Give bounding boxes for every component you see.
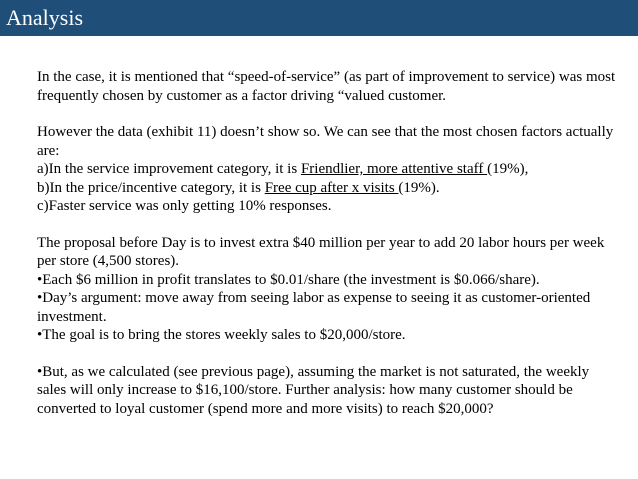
- paragraph-case-statement: In the case, it is mentioned that “speed-of-service” (as part of improvement to service) was most frequently chosen by customer as a factor driving “valued customer.: [37, 69, 616, 104]
- line-a-prefix: a)In the service improvement category, it is: [37, 161, 301, 177]
- paragraph-data-analysis: However the data (exhibit 11) doesn’t show so. We can see that the most chosen factors actually are:: [37, 124, 614, 159]
- bullet-profit-per-share: •Each $6 million in profit translates to $0.01/share (the investment is $0.066/share).: [37, 271, 540, 288]
- paragraph-proposal: The proposal before Day is to invest extra $40 million per year to add 20 labor hours per week per store (4,500 stores).: [37, 234, 605, 269]
- slide-title-bar: [0, 0, 638, 36]
- line-faster-service: c)Faster service was only getting 10% responses.: [37, 198, 332, 214]
- paragraph-spacer: [37, 216, 617, 234]
- bullet-goal: •The goal is to bring the stores weekly sales to $20,000/store.: [37, 327, 406, 343]
- slide-body: [37, 68, 617, 418]
- line-b-underlined: Free cup after x visits: [264, 179, 399, 196]
- slide-title: Analysis: [6, 5, 83, 30]
- line-b-prefix: b)In the price/incentive category, it is: [37, 179, 265, 196]
- bullet-further-analysis: •But, as we calculated (see previous page), assuming the market is not saturated, the weekly sales will only increase to $16,100/store. Further analysis: how many customer should be converted to loyal customer (spend more and more visits) to reach $20,000?: [37, 363, 590, 417]
- line-price-category: [37, 179, 617, 198]
- line-b-suffix: (19%).: [398, 179, 440, 196]
- paragraph-spacer: [37, 105, 617, 123]
- line-a-suffix: (19%),: [487, 161, 529, 177]
- paragraph-spacer: [37, 345, 617, 363]
- line-a-underlined: Friendlier, more attentive staff: [300, 161, 488, 177]
- line-service-category: [37, 160, 617, 179]
- bullet-day-argument: •Day’s argument: move away from seeing labor as expense to seeing it as customer-oriented investment.: [37, 290, 591, 325]
